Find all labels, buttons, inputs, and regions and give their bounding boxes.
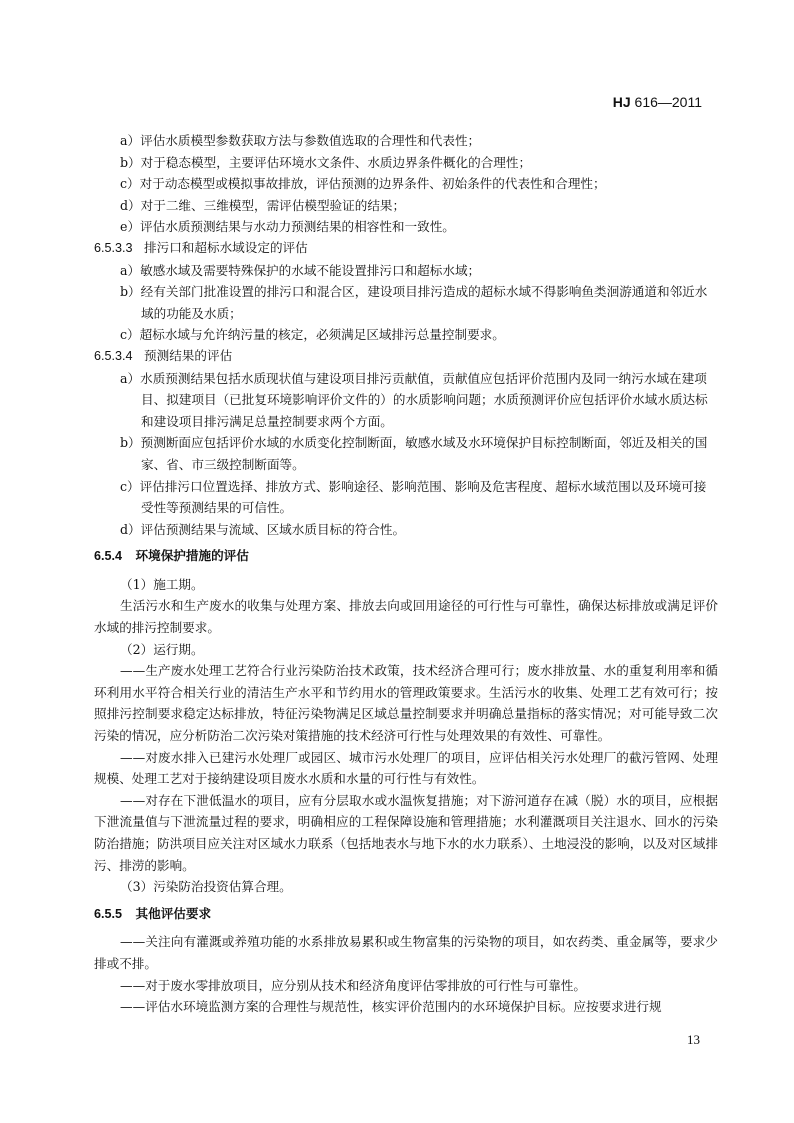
list-item: e）评估水质预测结果与水动力预测结果的相容性和一致性。 — [120, 219, 455, 235]
list-item: d）评估预测结果与流域、区域水质目标的符合性。 — [120, 521, 406, 537]
section-number: 6.5.3.3 — [94, 240, 133, 255]
paragraph: 生活污水和生产废水的收集与处理方案、排放去向或回用途径的可行性与可靠性，确保达标排放或满足评价水域的排污控制要求。 — [94, 598, 718, 636]
list-item: d）对于二维、三维模型，需评估模型验证的结果； — [120, 197, 406, 213]
page-body — [94, 130, 718, 1018]
section-heading-654 — [94, 546, 718, 568]
section-number: 6.5.4 — [94, 549, 123, 564]
paragraph: ——生产废水处理工艺符合行业污染防治技术政策，技术经济合理可行；废水排放量、水的重复利用率和循环利用水平符合相关行业的清洁生产水平和节约用水的管理政策要求。生活污水的收集、处理工艺有效可行；按照排污控制要求稳定达标排放，特征污染物满足区域总量控制要求并明确总量指标的落实情况；对可能导致二次污染的情况，应分析防治二次污染对策措施的技术经济可行性与处理效果的有效性、可靠性。 — [94, 663, 718, 744]
list-item: c）评估排污口位置选择、排放方式、影响途径、影响范围、影响及危害程度、超标水域范围以及环境可接受性等预测结果的可信性。 — [120, 478, 707, 516]
section-heading-655 — [94, 904, 718, 926]
section-title: 其他评估要求 — [135, 906, 212, 921]
list-item: b）对于稳态模型，主要评估环境水文条件、水质边界条件概化的合理性； — [120, 154, 532, 170]
standard-number: 616—2011 — [634, 94, 702, 110]
page-number: 13 — [687, 1032, 700, 1047]
section-title: 环境保护措施的评估 — [135, 549, 249, 564]
section-heading-6534 — [94, 346, 718, 368]
section-number: 6.5.3.4 — [94, 348, 133, 363]
list-item: a）敏感水域及需要特殊保护的水域不能设置排污口和超标水域； — [120, 262, 481, 278]
standard-prefix: HJ — [612, 94, 631, 110]
list-item: b）经有关部门批准设置的排污口和混合区，建设项目排污造成的超标水域不得影响鱼类洄游通道和邻近水域的功能及水质； — [120, 284, 708, 321]
list-item: a）评估水质模型参数获取方法与参数值选取的合理性和代表性； — [120, 133, 481, 148]
paragraph: （1）施工期。 — [120, 576, 204, 592]
standard-code-header — [613, 94, 702, 110]
paragraph: ——评估水环境监测方案的合理性与规范性，核实评价范围内的水环境保护目标。应按要求进行规 — [120, 999, 662, 1015]
section-heading-6533 — [94, 238, 718, 260]
list-item: c）对于动态模型或模拟事故排放，评估预测的边界条件、初始条件的代表性和合理性； — [120, 176, 606, 192]
paragraph: （2）运行期。 — [120, 641, 204, 657]
list-item: c）超标水域与允许纳污量的核定，必须满足区域排污总量控制要求。 — [120, 327, 505, 343]
paragraph: ——对于废水零排放项目，应分别从技术和经济角度评估零排放的可行性与可靠性。 — [120, 977, 586, 993]
section-title: 排污口和超标水域设定的评估 — [144, 240, 308, 255]
list-item: a）水质预测结果包括水质现状值与建设项目排污贡献值，贡献值应包括评价范围内及同一纳污水域在建项目、拟建项目（已批复环境影响评价文件的）的水质影响问题；水质预测评价应包括评价水域水质达标和建设项目排污满足总量控制要求两个方面。 — [120, 370, 708, 429]
paragraph: （3）污染防治投资估算合理。 — [120, 879, 292, 895]
section-title: 预测结果的评估 — [144, 348, 233, 363]
paragraph: ——关注向有灌溉或养殖功能的水系排放易累积或生物富集的污染物的项目，如农药类、重金属等，要求少排或不排。 — [94, 934, 718, 971]
paragraph: ——对废水排入已建污水处理厂或园区、城市污水处理厂的项目，应评估相关污水处理厂的截污管网、处理规模、处理工艺对于接纳建设项目废水水质和水量的可行性与有效性。 — [94, 749, 718, 787]
paragraph: ——对存在下泄低温水的项目，应有分层取水或水温恢复措施；对下游河道存在减（脱）水的项目，应根据下泄流量值与下泄流量过程的要求，明确相应的工程保障设施和管理措施；水利灌溉项目关注退水、回水的污染防治措施；防洪项目应关注对区域水力联系（包括地表水与地下水的水力联系）、土地浸没的影响，以及对区域排污、排涝的影响。 — [94, 792, 718, 873]
list-item: b）预测断面应包括评价水域的水质变化控制断面，敏感水域及水环境保护目标控制断面，邻近及相关的国家、省、市三级控制断面等。 — [120, 435, 708, 472]
section-number: 6.5.5 — [94, 906, 123, 921]
